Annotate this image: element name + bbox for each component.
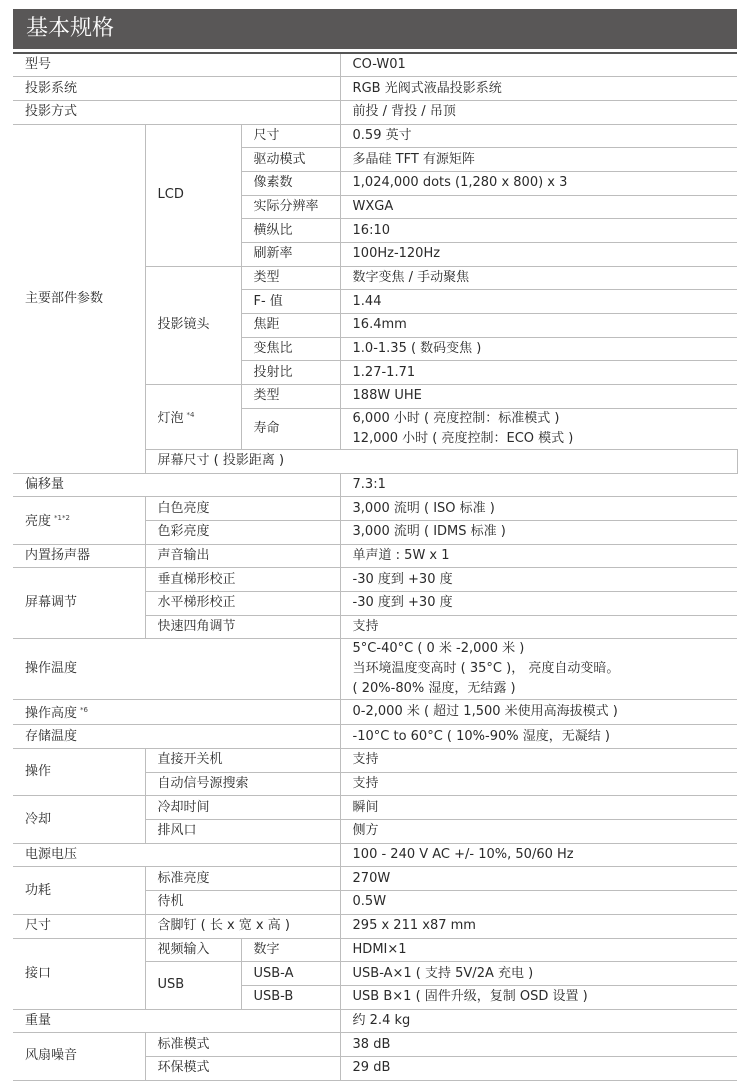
table-row xyxy=(13,568,737,592)
table-row xyxy=(13,1009,737,1033)
row-value: 0.5W xyxy=(340,891,737,915)
spec-table xyxy=(13,52,737,1081)
table-row xyxy=(13,867,737,891)
row-label: 自动信号源搜索 xyxy=(145,772,340,796)
row-value: 多晶硅 TFT 有源矩阵 xyxy=(340,148,737,172)
row-value: 0.59 英寸 xyxy=(340,124,737,148)
row-label: 像素数 xyxy=(241,171,340,195)
row-label: 类型 xyxy=(241,385,340,409)
row-value: -30 度到 +30 度 xyxy=(340,591,737,615)
row-label: F- 值 xyxy=(241,290,340,314)
row-value: 单声道 : 5W x 1 xyxy=(340,544,737,568)
row-label: 投影系统 xyxy=(13,77,340,101)
row-value: 支持 xyxy=(340,772,737,796)
row-sublabel: 声音输出 xyxy=(145,544,340,568)
row-value: 瞬间 xyxy=(340,796,737,820)
row-label: 尺寸 xyxy=(13,914,145,938)
row-label: 刷新率 xyxy=(241,243,340,267)
row-value xyxy=(340,408,737,449)
group-label-power: 功耗 xyxy=(13,867,145,914)
row-label: 内置扬声器 xyxy=(13,544,145,568)
row-label: 视频输入 xyxy=(145,938,241,962)
row-value: 29 dB xyxy=(340,1056,737,1080)
group-label-noise: 风扇噪音 xyxy=(13,1033,145,1080)
row-value: 270W xyxy=(340,867,737,891)
value-line: 12,000 小时 ( 亮度控制：ECO 模式 ) xyxy=(352,430,574,446)
table-row xyxy=(13,53,737,77)
row-label: 白色亮度 xyxy=(145,497,340,521)
row-label: 投影方式 xyxy=(13,100,340,124)
group-label-interface: 接口 xyxy=(13,938,145,1009)
row-value: 前投 / 背投 / 吊顶 xyxy=(340,100,737,124)
group-label-lcd: LCD xyxy=(145,124,241,266)
row-value: 支持 xyxy=(340,749,737,773)
group-label-brightness xyxy=(13,497,145,544)
value-line: 当环境温度变高时 ( 35°C )， 亮度自动变暗。 xyxy=(352,661,620,677)
row-sublabel: 数字 xyxy=(241,938,340,962)
row-value: -30 度到 +30 度 xyxy=(340,568,737,592)
footnote-mark: *1*2 xyxy=(54,514,70,523)
table-row xyxy=(13,1033,737,1057)
row-value: 100 - 240 V AC +/- 10%, 50/60 Hz xyxy=(340,843,737,867)
row-value: 16:10 xyxy=(340,219,737,243)
row-label: 型号 xyxy=(13,53,340,77)
row-value: HDMI×1 xyxy=(340,938,737,962)
group-label-main: 主要部件参数 xyxy=(13,124,145,473)
row-label: 焦距 xyxy=(241,314,340,338)
row-label: 排风口 xyxy=(145,820,340,844)
row-label: 色彩亮度 xyxy=(145,520,340,544)
footnote-mark: *6 xyxy=(80,706,88,715)
row-label: 水平梯形校正 xyxy=(145,591,340,615)
row-label: 实际分辨率 xyxy=(241,195,340,219)
section-title: 基本规格 xyxy=(13,9,737,49)
row-value: 3,000 流明 ( IDMS 标准 ) xyxy=(340,520,737,544)
footnote-mark: *4 xyxy=(186,410,195,419)
row-value: 1.0-1.35 ( 数码变焦 ) xyxy=(340,337,737,361)
table-row xyxy=(13,914,737,938)
row-label: 偏移量 xyxy=(13,473,340,497)
row-value: 188W UHE xyxy=(340,385,737,409)
row-value: WXGA xyxy=(340,195,737,219)
group-label-lens: 投影镜头 xyxy=(145,266,241,384)
group-label-operation: 操作 xyxy=(13,749,145,796)
row-label xyxy=(13,700,340,725)
row-sublabel: 含脚钉 ( 长 x 宽 x 高 ) xyxy=(145,914,340,938)
row-value: USB B×1 ( 固件升级，复制 OSD 设置 ) xyxy=(340,985,737,1009)
value-line: 5°C-40°C ( 0 米 -2,000 米 ) xyxy=(352,641,525,657)
row-label: 尺寸 xyxy=(241,124,340,148)
row-value: 295 x 211 x87 mm xyxy=(340,914,737,938)
group-label-cooling: 冷却 xyxy=(13,796,145,843)
row-label: 投射比 xyxy=(241,361,340,385)
row-label: 直接开关机 xyxy=(145,749,340,773)
altitude-label: 操作高度 xyxy=(25,706,78,722)
row-label: 标准亮度 xyxy=(145,867,340,891)
row-value: RGB 光阀式液晶投影系统 xyxy=(340,77,737,101)
row-value: 数字变焦 / 手动聚焦 xyxy=(340,266,737,290)
table-row xyxy=(13,700,737,725)
row-value: 100Hz-120Hz xyxy=(340,243,737,267)
row-label: 垂直梯形校正 xyxy=(145,568,340,592)
group-label-usb: USB xyxy=(145,962,241,1009)
row-label: 变焦比 xyxy=(241,337,340,361)
row-value: 支持 xyxy=(340,615,737,639)
row-sublabel: USB-B xyxy=(241,985,340,1009)
row-label: 冷却时间 xyxy=(145,796,340,820)
table-row xyxy=(13,843,737,867)
table-row xyxy=(13,639,737,700)
row-value: 侧方 xyxy=(340,820,737,844)
table-row xyxy=(13,938,737,962)
row-value: 1.44 xyxy=(340,290,737,314)
table-row xyxy=(13,796,737,820)
table-row xyxy=(13,497,737,521)
row-value: 7.3:1 xyxy=(340,473,737,497)
row-value: CO-W01 xyxy=(340,53,737,77)
table-row xyxy=(13,725,737,749)
table-row xyxy=(13,749,737,773)
row-label: 操作温度 xyxy=(13,639,340,700)
row-label: 横纵比 xyxy=(241,219,340,243)
table-row xyxy=(13,124,737,148)
row-label: 重量 xyxy=(13,1009,340,1033)
row-value: 16.4mm xyxy=(340,314,737,338)
group-label-screen-adjust: 屏幕调节 xyxy=(13,568,145,639)
row-value: 38 dB xyxy=(340,1033,737,1057)
value-line: 6,000 小时 ( 亮度控制：标准模式 ) xyxy=(352,410,560,426)
group-label-lamp xyxy=(145,385,241,450)
row-label: 环保模式 xyxy=(145,1056,340,1080)
row-value: USB-A×1 ( 支持 5V/2A 充电 ) xyxy=(340,962,737,986)
row-sublabel: USB-A xyxy=(241,962,340,986)
row-value: 0-2,000 米 ( 超过 1,500 米使用高海拔模式 ) xyxy=(340,700,737,725)
row-label: 屏幕尺寸 ( 投影距离 ) xyxy=(145,449,737,473)
row-label: 标准模式 xyxy=(145,1033,340,1057)
table-row xyxy=(13,544,737,568)
row-value: 1,024,000 dots (1,280 x 800) x 3 xyxy=(340,171,737,195)
row-label: 驱动模式 xyxy=(241,148,340,172)
lamp-label: 灯泡 xyxy=(157,410,184,426)
table-row xyxy=(13,100,737,124)
row-value: 约 2.4 kg xyxy=(340,1009,737,1033)
table-row xyxy=(13,473,737,497)
row-value: 3,000 流明 ( ISO 标准 ) xyxy=(340,497,737,521)
row-label: 待机 xyxy=(145,891,340,915)
row-value: 1.27-1.71 xyxy=(340,361,737,385)
row-value: -10°C to 60°C ( 10%-90% 湿度，无凝结 ) xyxy=(340,725,737,749)
row-label: 类型 xyxy=(241,266,340,290)
brightness-label: 亮度 xyxy=(25,514,52,530)
value-line: ( 20%-80% 湿度，无结露 ) xyxy=(352,681,516,697)
row-label: 寿命 xyxy=(241,408,340,449)
table-row xyxy=(13,77,737,101)
row-label: 快速四角调节 xyxy=(145,615,340,639)
row-label: 电源电压 xyxy=(13,843,340,867)
row-value xyxy=(340,639,737,700)
row-label: 存储温度 xyxy=(13,725,340,749)
